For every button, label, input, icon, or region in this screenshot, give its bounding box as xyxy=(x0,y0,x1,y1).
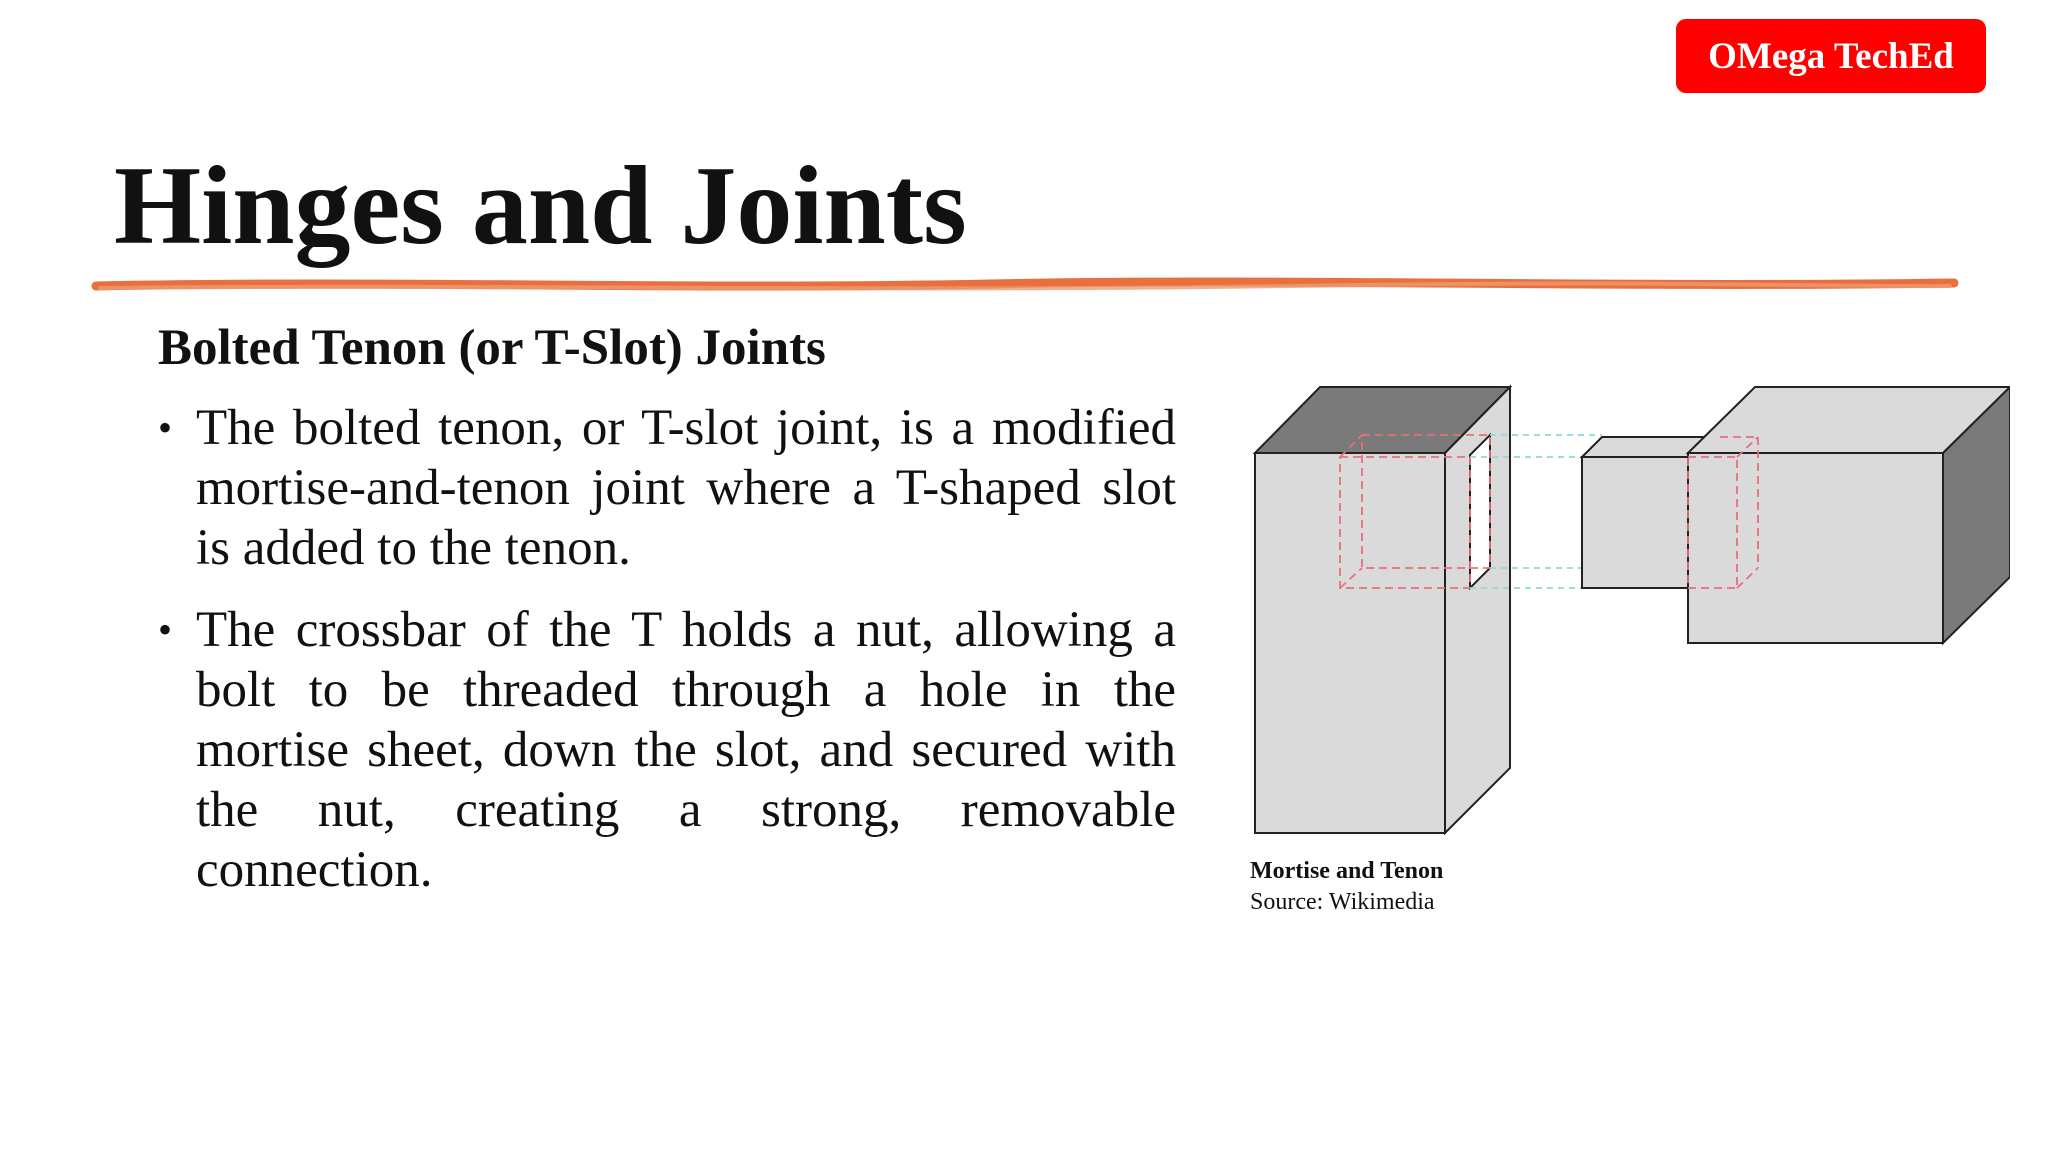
caption-source: Source: Wikimedia xyxy=(1250,889,1435,915)
bullet-list xyxy=(158,398,1176,922)
tenon-block xyxy=(1582,387,2010,643)
mortise-slot-opening xyxy=(1470,435,1490,588)
mortise-block xyxy=(1255,387,1510,833)
mortise-tenon-diagram xyxy=(1240,380,2010,840)
mortise-block-front-face xyxy=(1255,453,1445,833)
section-heading: Bolted Tenon (or T-Slot) Joints xyxy=(158,320,826,376)
bullet-item xyxy=(158,398,1176,578)
bullet-text: The crossbar of the T holds a nut, allowing a bolt to be threaded through a hole in the mortise sheet, down the slot, and secured with the nut, creating a strong, removable connection. xyxy=(196,602,1176,898)
caption-title: Mortise and Tenon xyxy=(1250,858,1444,884)
tenon-front-face xyxy=(1582,457,1700,588)
brand-badge: OMega TechEd xyxy=(1676,19,1986,93)
bullet-text: The bolted tenon, or T-slot joint, is a modified mortise-and-tenon joint where a T-shaped slot is added to the tenon. xyxy=(196,400,1176,576)
bullet-item xyxy=(158,600,1176,900)
page-title: Hinges and Joints xyxy=(114,144,967,268)
title-underline xyxy=(90,272,1960,300)
bullet-dot: • xyxy=(158,607,173,652)
figure-caption xyxy=(1250,856,1443,918)
bullet-dot: • xyxy=(158,405,173,450)
tenon-body-front-face xyxy=(1688,453,1943,643)
